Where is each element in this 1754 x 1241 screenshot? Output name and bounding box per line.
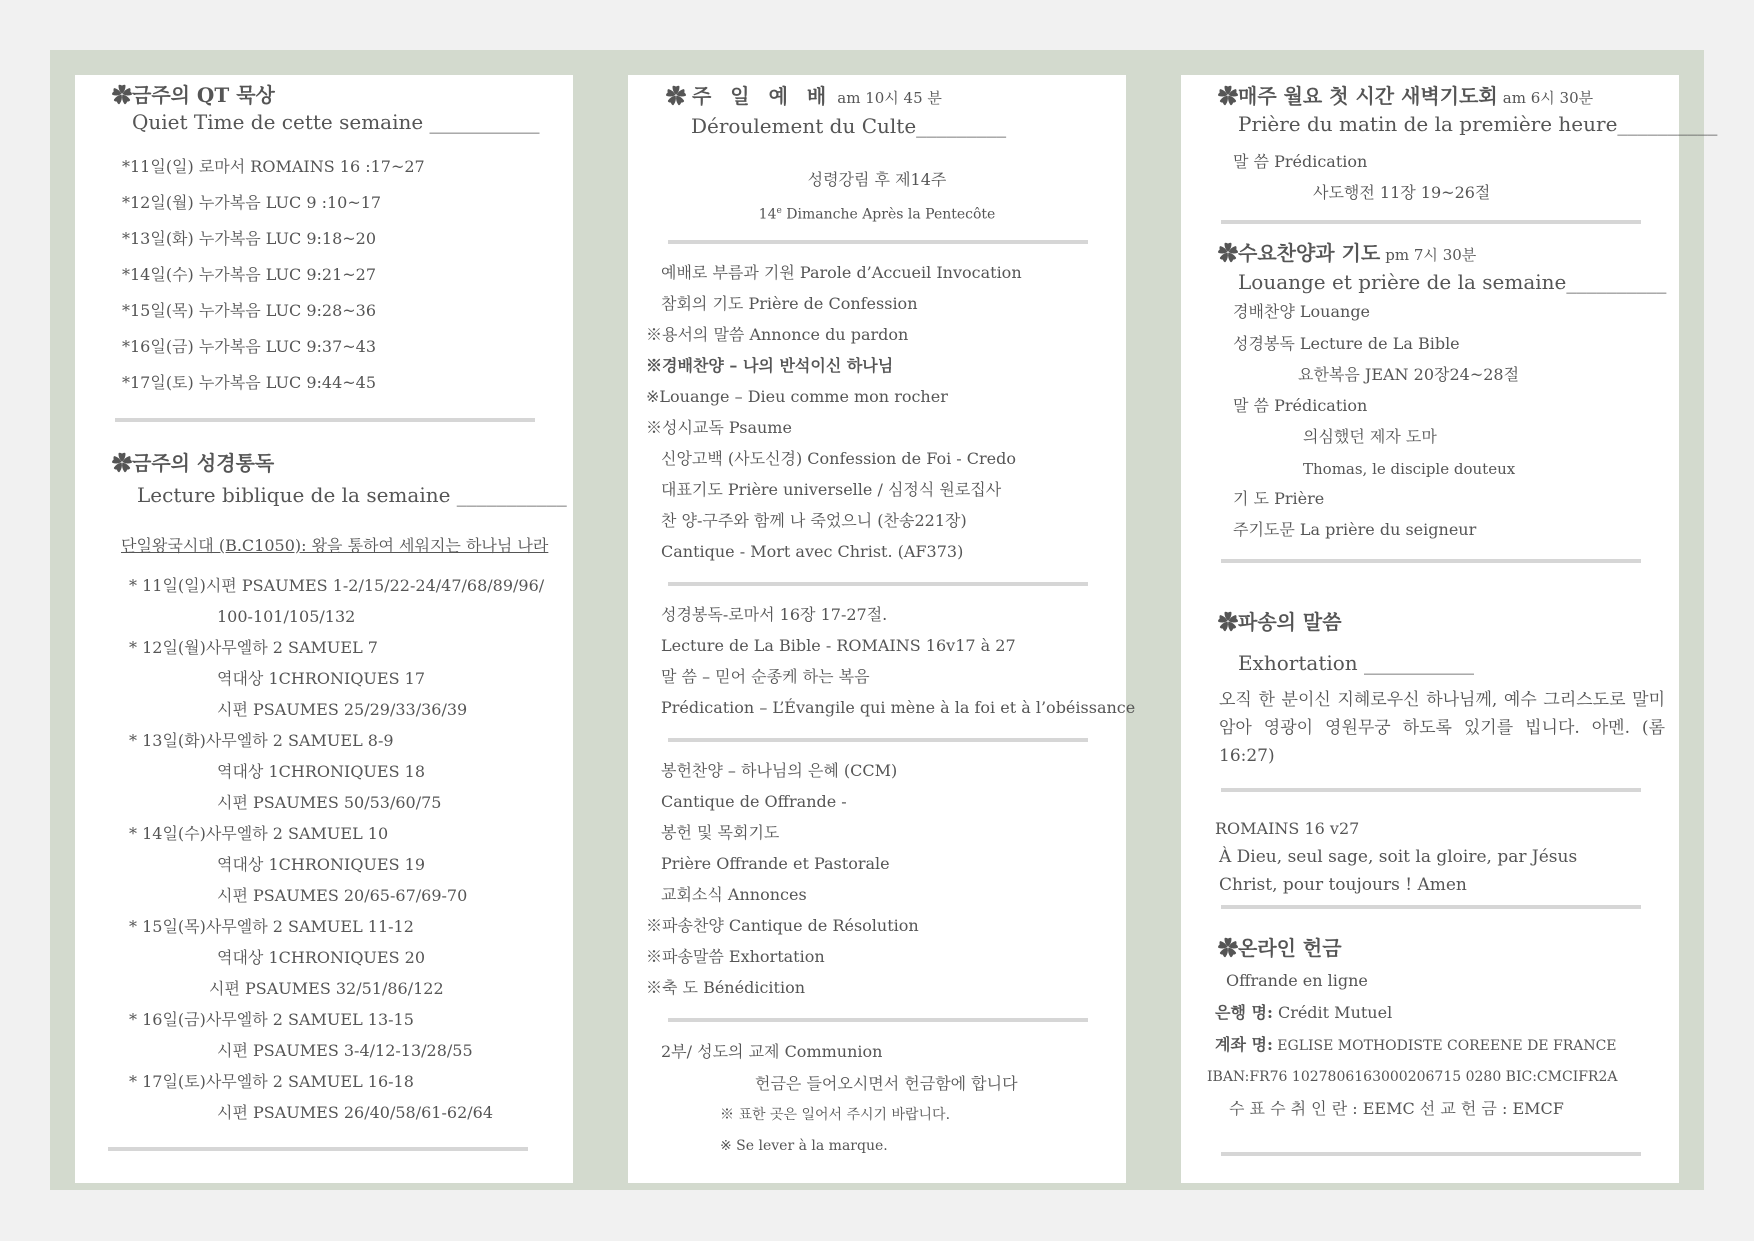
- divider: [668, 738, 1088, 742]
- order-item: ※파송찬양 Cantique de Résolution: [646, 916, 919, 935]
- account-value: EGLISE MOTHODISTE COREENE DE FRANCE: [1272, 1038, 1617, 1054]
- exhortation-subtitle: Exhortation ___________: [1238, 651, 1475, 675]
- week-ordinal: e: [776, 206, 782, 216]
- era-heading: 단일왕국시대 (B.C1050): 왕을 통하여 세워지는 하나님 나라: [121, 536, 549, 555]
- communion: 2부/ 성도의 교제 Communion: [661, 1042, 883, 1061]
- divider: [108, 1147, 528, 1151]
- worship-subtitle: Déroulement du Culte_________: [691, 114, 1007, 138]
- exhortation-text: 오직 한 분이신 지혜로우신 하나님께, 예수 그리스도로 말미암아 영광이 영원무궁 하도록 있기를 빕니다. 아멘. (롬 16:27): [1219, 690, 1665, 766]
- order-item: 대표기도 Prière universelle / 심정식 원로집사: [661, 480, 1002, 499]
- account-name: [1215, 1035, 1617, 1056]
- liturgical-week-ko: 성령강림 후 제14주: [807, 170, 947, 189]
- reading-line: 역대상 1CHRONIQUES 19: [217, 855, 426, 874]
- wednesday-title-row: [1218, 243, 1476, 265]
- divider: [1221, 559, 1641, 563]
- exhortation-title: ✿파송의 말씀: [1218, 610, 1342, 634]
- left-panel: [75, 75, 573, 1183]
- order-item: Prière Offrande et Pastorale: [661, 854, 890, 873]
- worship-title-row: [666, 86, 942, 108]
- right-panel: [1181, 75, 1718, 1183]
- wednesday-line: 주기도문 La prière du seigneur: [1233, 520, 1477, 539]
- order-item: ※성시교독 Psaume: [646, 418, 792, 437]
- qt-item: *16일(금) 누가복음 LUC 9:37~43: [122, 337, 377, 356]
- divider: [668, 582, 1088, 586]
- wednesday-line: 의심했던 제자 도마: [1303, 427, 1437, 446]
- dawn-prayer-title-row: [1218, 86, 1593, 108]
- wednesday-title: ✿수요찬양과 기도: [1218, 241, 1381, 265]
- reading-line: 시편 PSAUMES 50/53/60/75: [217, 793, 442, 812]
- week-number: 14: [758, 206, 777, 223]
- reading-line: 역대상 1CHRONIQUES 18: [217, 762, 426, 781]
- reading-line: 시편 PSAUMES 20/65-67/69-70: [217, 886, 468, 905]
- wednesday-line: 요한복음 JEAN 20장24~28절: [1298, 365, 1520, 384]
- qt-item: *17일(토) 누가복음 LUC 9:44~45: [122, 373, 377, 392]
- divider: [668, 240, 1088, 244]
- online-offering-title: ✿온라인 헌금: [1218, 936, 1342, 960]
- wednesday-line: Thomas, le disciple douteux: [1303, 460, 1516, 478]
- bible-reading-subtitle: Lecture biblique de la semaine ___________: [137, 483, 567, 507]
- reading-line: 역대상 1CHRONIQUES 20: [217, 948, 426, 967]
- reading-line: 역대상 1CHRONIQUES 17: [217, 669, 426, 688]
- divider: [115, 418, 535, 422]
- qt-item: *13일(화) 누가복음 LUC 9:18~20: [122, 229, 377, 248]
- online-offering-subtitle: Offrande en ligne: [1226, 971, 1368, 990]
- worship-title: ✿주 일 예 배: [666, 84, 833, 108]
- divider: [1221, 788, 1641, 792]
- liturgical-week-fr: [628, 201, 1126, 225]
- order-item: ※파송말씀 Exhortation: [646, 947, 825, 966]
- order-item: 찬 양-구주와 함께 나 죽었으니 (찬송221장): [661, 511, 967, 530]
- reading-line: * 16일(금)사무엘하 2 SAMUEL 13-15: [129, 1010, 414, 1029]
- wednesday-line: 기 도 Prière: [1233, 489, 1325, 508]
- order-item: Cantique - Mort avec Christ. (AF373): [661, 542, 964, 561]
- qt-subtitle: Quiet Time de cette semaine ___________: [132, 110, 540, 134]
- dawn-prayer-time: am 6시 30분: [1502, 89, 1594, 107]
- account-label: 계좌 명:: [1215, 1035, 1273, 1054]
- order-item: 봉헌찬양 – 하나님의 은혜 (CCM): [661, 761, 898, 780]
- reading-line: 100-101/105/132: [217, 607, 356, 626]
- bank-label: 은행 명:: [1215, 1003, 1273, 1022]
- order-item: ※축 도 Bénédicition: [646, 978, 806, 997]
- dawn-line: 말 씀 Prédication: [1233, 152, 1368, 171]
- order-item: ※Louange – Dieu comme mon rocher: [646, 387, 948, 406]
- wednesday-line: 성경봉독 Lecture de La Bible: [1233, 334, 1460, 353]
- wednesday-subtitle: Louange et prière de la semaine__________: [1238, 270, 1667, 294]
- wednesday-time: pm 7시 30분: [1385, 246, 1477, 264]
- order-item: 참회의 기도 Prière de Confession: [661, 294, 918, 313]
- order-item: 예배로 부름과 기원 Parole d’Accueil Invocation: [661, 263, 1022, 282]
- divider: [1221, 220, 1641, 224]
- qt-item: *11일(일) 로마서 ROMAINS 16 :17~27: [122, 157, 425, 176]
- bank-value: Crédit Mutuel: [1272, 1003, 1393, 1022]
- reading-line: * 15일(목)사무엘하 2 SAMUEL 11-12: [129, 917, 414, 936]
- dawn-prayer-title: ✿매주 월요 첫 시간 새벽기도회: [1218, 84, 1498, 108]
- order-item: Cantique de Offrande -: [661, 792, 847, 811]
- wednesday-line: 말 씀 Prédication: [1233, 396, 1368, 415]
- order-item: 신앙고백 (사도신경) Confession de Foi - Credo: [661, 449, 1017, 468]
- divider: [668, 1018, 1088, 1022]
- reading-line: * 14일(수)사무엘하 2 SAMUEL 10: [129, 824, 389, 843]
- wednesday-line: 경배찬양 Louange: [1233, 302, 1371, 321]
- reading-line: 시편 PSAUMES 3-4/12-13/28/55: [217, 1041, 473, 1060]
- divider: [1221, 905, 1641, 909]
- reading-line: * 17일(토)사무엘하 2 SAMUEL 16-18: [129, 1072, 414, 1091]
- middle-panel: [628, 75, 1136, 1183]
- qt-item: *12일(월) 누가복음 LUC 9 :10~17: [122, 193, 382, 212]
- reading-line: 시편 PSAUMES 25/29/33/36/39: [217, 700, 468, 719]
- offering-note: 헌금은 들어오시면서 헌금함에 합니다: [755, 1074, 1018, 1093]
- reading-line: * 13일(화)사무엘하 2 SAMUEL 8-9: [129, 731, 394, 750]
- qt-item: *15일(목) 누가복음 LUC 9:28~36: [122, 301, 377, 320]
- dawn-line: 사도행전 11장 19~26절: [1313, 183, 1491, 202]
- iban: IBAN:FR76 1027806163000206715 0280 BIC:CMCIFR2A: [1207, 1069, 1618, 1085]
- week-text: Dimanche Après la Pentecôte: [781, 206, 996, 223]
- standing-note-ko: ※ 표한 곳은 일어서 주시기 바랍니다.: [720, 1107, 951, 1123]
- reading-line: * 11일(일)시편 PSAUMES 1-2/15/22-24/47/68/89/96/: [129, 576, 545, 595]
- order-item: ※용서의 말씀 Annonce du pardon: [646, 325, 909, 344]
- reading-line: * 12일(월)사무엘하 2 SAMUEL 7: [129, 638, 378, 657]
- payee-line: 수 표 수 취 인 란 : EEMC 선 교 헌 금 : EMCF: [1229, 1099, 1564, 1118]
- dawn-prayer-subtitle: Prière du matin de la première heure__________: [1238, 112, 1718, 136]
- verse-reference: ROMAINS 16 v27: [1215, 819, 1360, 838]
- worship-time: am 10시 45 분: [837, 89, 942, 107]
- standing-note-fr: ※ Se lever à la marque.: [720, 1138, 888, 1154]
- order-item: 말 씀 – 믿어 순종케 하는 복음: [661, 667, 870, 686]
- bible-reading-title: ✿금주의 성경통독: [112, 451, 275, 475]
- divider: [1221, 1152, 1641, 1156]
- reading-line: 시편 PSAUMES 32/51/86/122: [209, 979, 444, 998]
- bank-name: [1215, 1003, 1392, 1023]
- order-item: 성경봉독-로마서 16장 17-27절.: [661, 605, 888, 624]
- reading-line: 시편 PSAUMES 26/40/58/61-62/64: [217, 1103, 493, 1122]
- order-item: Lecture de La Bible - ROMAINS 16v17 à 27: [661, 636, 1016, 655]
- order-item: ※경배찬양 – 나의 반석이신 하나님: [646, 356, 894, 375]
- order-item: 교회소식 Annonces: [661, 885, 807, 904]
- qt-title: ✿금주의 QT 묵상: [112, 83, 275, 107]
- order-item: 봉헌 및 목회기도: [661, 823, 780, 842]
- qt-item: *14일(수) 누가복음 LUC 9:21~27: [122, 265, 377, 284]
- verse-text: À Dieu, seul sage, soit la gloire, par Jésus Christ, pour toujours ! Amen: [1219, 847, 1578, 895]
- order-item: Prédication – L’Évangile qui mène à la foi et à l’obéissance: [661, 698, 1136, 717]
